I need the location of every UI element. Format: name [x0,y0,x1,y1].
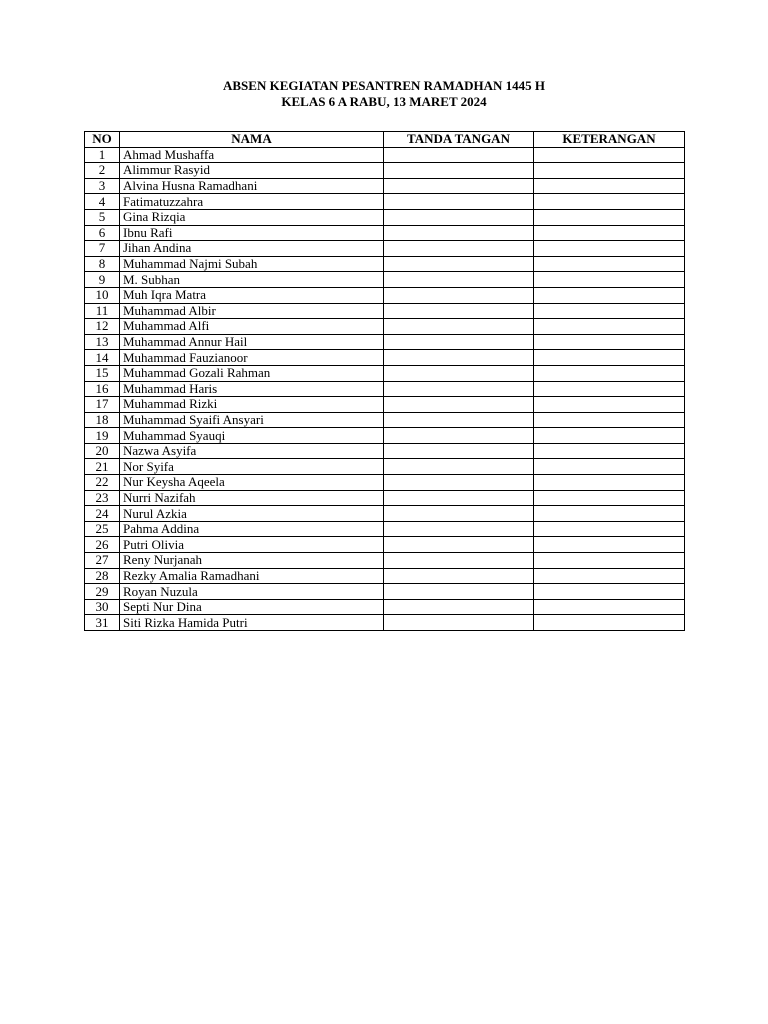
table-row [85,147,685,163]
table-row [85,599,685,615]
student-name-cell: Alvina Husna Ramadhani [120,178,384,194]
table-row [85,397,685,413]
student-name-cell: Muhammad Albir [120,303,384,319]
student-name-cell: Nur Keysha Aqeela [120,475,384,491]
row-number-cell: 24 [85,506,120,522]
remarks-cell[interactable] [534,397,685,413]
row-number-cell: 27 [85,553,120,569]
remarks-cell[interactable] [534,319,685,335]
student-name-cell: Nazwa Asyifa [120,443,384,459]
row-number-cell: 21 [85,459,120,475]
row-number-cell: 14 [85,350,120,366]
signature-cell[interactable] [384,615,534,631]
signature-cell[interactable] [384,365,534,381]
table-row [85,178,685,194]
remarks-cell[interactable] [534,459,685,475]
table-row [85,490,685,506]
remarks-cell[interactable] [534,272,685,288]
table-row [85,412,685,428]
table-row [85,194,685,210]
document-header [0,78,768,110]
row-number-cell: 23 [85,490,120,506]
remarks-cell[interactable] [534,209,685,225]
signature-cell[interactable] [384,381,534,397]
student-name-cell: Muhammad Rizki [120,397,384,413]
remarks-cell[interactable] [534,381,685,397]
table-row [85,584,685,600]
row-number-cell: 29 [85,584,120,600]
row-number-cell: 15 [85,365,120,381]
signature-cell[interactable] [384,287,534,303]
signature-cell[interactable] [384,397,534,413]
signature-cell[interactable] [384,599,534,615]
student-name-cell: Ibnu Rafi [120,225,384,241]
row-number-cell: 6 [85,225,120,241]
remarks-cell[interactable] [534,599,685,615]
table-row [85,350,685,366]
table-row [85,272,685,288]
row-number-cell: 7 [85,241,120,257]
row-number-cell: 10 [85,287,120,303]
table-header-row [85,132,685,148]
student-name-cell: Muhammad Annur Hail [120,334,384,350]
table-row [85,209,685,225]
student-name-cell: Gina Rizqia [120,209,384,225]
column-header-no: NO [85,132,120,148]
document-subtitle: KELAS 6 A RABU, 13 MARET 2024 [281,94,487,109]
remarks-cell[interactable] [534,241,685,257]
remarks-cell[interactable] [534,412,685,428]
signature-cell[interactable] [384,475,534,491]
student-name-cell: Nurri Nazifah [120,490,384,506]
remarks-cell[interactable] [534,147,685,163]
column-header-tanda-tangan: TANDA TANGAN [384,132,534,148]
row-number-cell: 12 [85,319,120,335]
signature-cell[interactable] [384,350,534,366]
signature-cell[interactable] [384,584,534,600]
student-name-cell: Alimmur Rasyid [120,163,384,179]
remarks-cell[interactable] [534,428,685,444]
row-number-cell: 9 [85,272,120,288]
table-row [85,506,685,522]
remarks-cell[interactable] [534,490,685,506]
row-number-cell: 30 [85,599,120,615]
signature-cell[interactable] [384,194,534,210]
row-number-cell: 25 [85,521,120,537]
student-name-cell: Muhammad Fauzianoor [120,350,384,366]
student-name-cell: Reny Nurjanah [120,553,384,569]
student-name-cell: Muhammad Syaifi Ansyari [120,412,384,428]
table-row [85,521,685,537]
table-row [85,365,685,381]
signature-cell[interactable] [384,241,534,257]
student-name-cell: Fatimatuzzahra [120,194,384,210]
row-number-cell: 18 [85,412,120,428]
signature-cell[interactable] [384,506,534,522]
row-number-cell: 28 [85,568,120,584]
table-row [85,303,685,319]
document-title: ABSEN KEGIATAN PESANTREN RAMADHAN 1445 H [222,78,546,93]
table-row [85,241,685,257]
student-name-cell: Jihan Andina [120,241,384,257]
table-row [85,381,685,397]
student-name-cell: Muhammad Najmi Subah [120,256,384,272]
table-row [85,428,685,444]
student-name-cell: Siti Rizka Hamida Putri [120,615,384,631]
signature-cell[interactable] [384,334,534,350]
remarks-cell[interactable] [534,256,685,272]
table-row [85,475,685,491]
signature-cell[interactable] [384,553,534,569]
student-name-cell: Muhammad Alfi [120,319,384,335]
student-name-cell: Putri Olivia [120,537,384,553]
signature-cell[interactable] [384,209,534,225]
student-name-cell: Muh Iqra Matra [120,287,384,303]
signature-cell[interactable] [384,163,534,179]
signature-cell[interactable] [384,428,534,444]
column-header-nama: NAMA [120,132,384,148]
row-number-cell: 8 [85,256,120,272]
remarks-cell[interactable] [534,303,685,319]
signature-cell[interactable] [384,147,534,163]
table-row [85,163,685,179]
signature-cell[interactable] [384,490,534,506]
signature-cell[interactable] [384,272,534,288]
table-row [85,334,685,350]
row-number-cell: 19 [85,428,120,444]
signature-cell[interactable] [384,256,534,272]
row-number-cell: 22 [85,475,120,491]
row-number-cell: 17 [85,397,120,413]
student-name-cell: Pahma Addina [120,521,384,537]
attendance-table-body [85,147,685,630]
remarks-cell[interactable] [534,568,685,584]
table-row [85,553,685,569]
row-number-cell: 13 [85,334,120,350]
table-row [85,459,685,475]
signature-cell[interactable] [384,537,534,553]
signature-cell[interactable] [384,303,534,319]
remarks-cell[interactable] [534,163,685,179]
signature-cell[interactable] [384,521,534,537]
column-header-keterangan: KETERANGAN [534,132,685,148]
remarks-cell[interactable] [534,443,685,459]
signature-cell[interactable] [384,568,534,584]
table-row [85,256,685,272]
remarks-cell[interactable] [534,350,685,366]
student-name-cell: M. Subhan [120,272,384,288]
student-name-cell: Royan Nuzula [120,584,384,600]
student-name-cell: Rezky Amalia Ramadhani [120,568,384,584]
table-row [85,225,685,241]
remarks-cell[interactable] [534,475,685,491]
attendance-table [84,131,685,631]
table-row [85,287,685,303]
remarks-cell[interactable] [534,334,685,350]
remarks-cell[interactable] [534,365,685,381]
row-number-cell: 26 [85,537,120,553]
student-name-cell: Muhammad Haris [120,381,384,397]
remarks-cell[interactable] [534,553,685,569]
remarks-cell[interactable] [534,225,685,241]
student-name-cell: Muhammad Gozali Rahman [120,365,384,381]
student-name-cell: Ahmad Mushaffa [120,147,384,163]
row-number-cell: 3 [85,178,120,194]
row-number-cell: 1 [85,147,120,163]
row-number-cell: 4 [85,194,120,210]
remarks-cell[interactable] [534,615,685,631]
table-row [85,319,685,335]
remarks-cell[interactable] [534,537,685,553]
row-number-cell: 31 [85,615,120,631]
row-number-cell: 2 [85,163,120,179]
signature-cell[interactable] [384,459,534,475]
signature-cell[interactable] [384,319,534,335]
signature-cell[interactable] [384,178,534,194]
student-name-cell: Nurul Azkia [120,506,384,522]
row-number-cell: 20 [85,443,120,459]
table-row [85,443,685,459]
row-number-cell: 11 [85,303,120,319]
remarks-cell[interactable] [534,506,685,522]
signature-cell[interactable] [384,412,534,428]
remarks-cell[interactable] [534,287,685,303]
row-number-cell: 5 [85,209,120,225]
table-row [85,568,685,584]
remarks-cell[interactable] [534,584,685,600]
row-number-cell: 16 [85,381,120,397]
table-row [85,537,685,553]
student-name-cell: Nor Syifa [120,459,384,475]
remarks-cell[interactable] [534,194,685,210]
table-row [85,615,685,631]
student-name-cell: Septi Nur Dina [120,599,384,615]
remarks-cell[interactable] [534,178,685,194]
student-name-cell: Muhammad Syauqi [120,428,384,444]
signature-cell[interactable] [384,225,534,241]
remarks-cell[interactable] [534,521,685,537]
signature-cell[interactable] [384,443,534,459]
